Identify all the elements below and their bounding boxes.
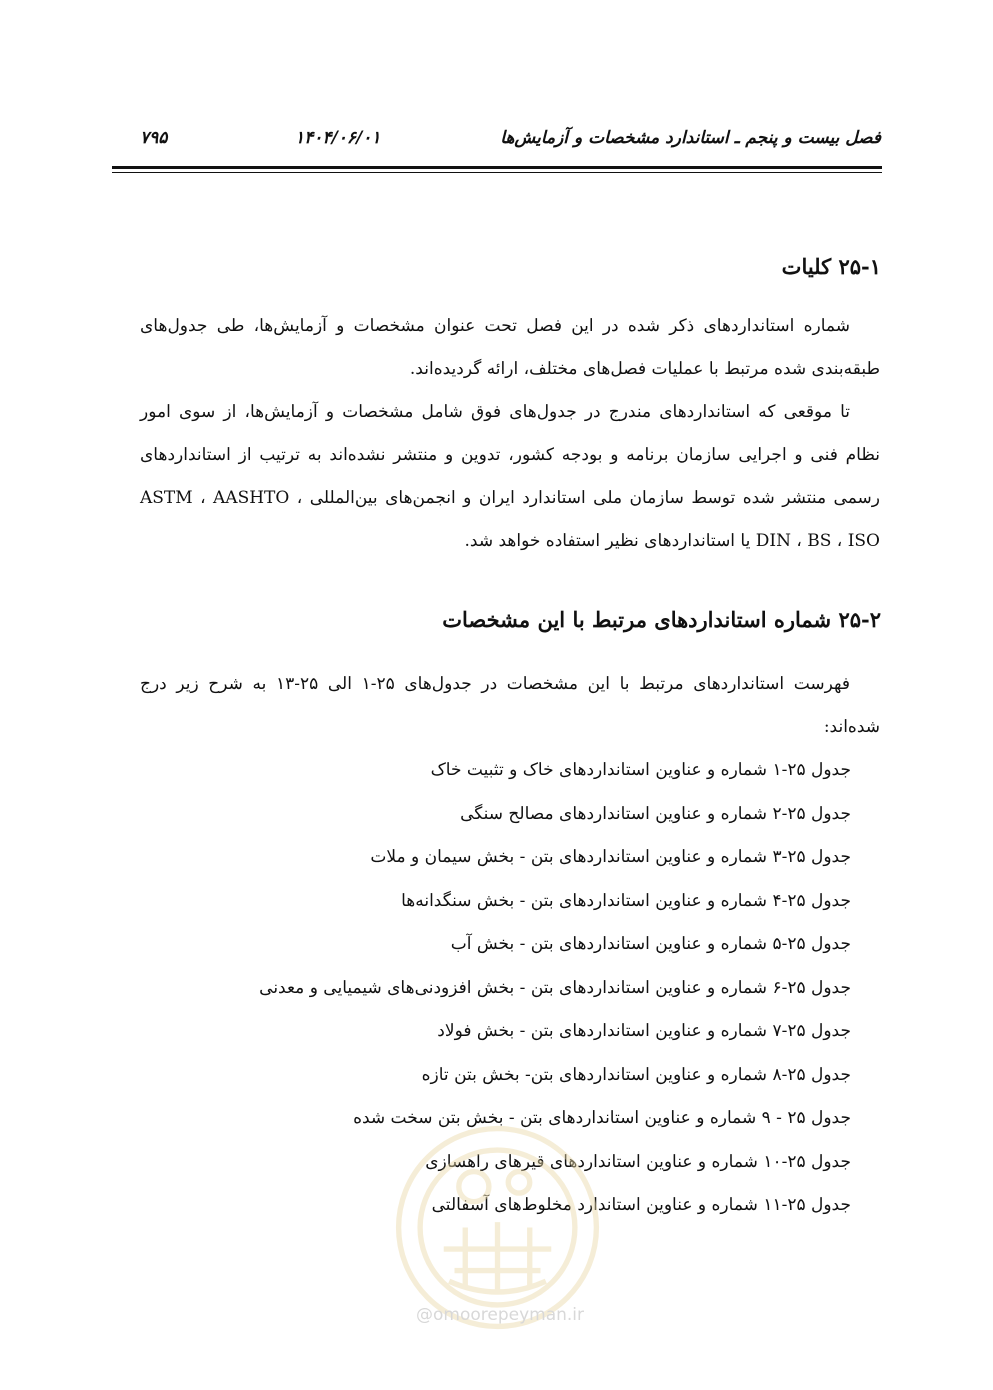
watermark-logo — [390, 1120, 605, 1335]
list-item: جدول ۲۵-۴ شماره و عناوین استانداردهای بتن - بخش سنگدانه‌ها — [401, 890, 851, 911]
section-1-paragraph-1: شماره استانداردهای ذکر شده در این فصل تحت عنوان مشخصات و آزمایش‌ها، طی جدول‌های طبقه‌بندی شده مرتبط با عملیات فصل‌های مختلف، ارائه گردیده‌اند. — [140, 316, 880, 379]
section-2-intro-text: فهرست استانداردهای مرتبط با این مشخصات در جدول‌های ۲۵-۱ الی ۲۵-۱۳ به شرح زیر درج شده‌اند: — [140, 674, 880, 737]
list-item: جدول ۲۵-۶ شماره و عناوین استانداردهای بتن - بخش افزودنی‌های شیمیایی و معدنی — [259, 977, 851, 998]
list-item: جدول ۲۵-۲ شماره و عناوین استانداردهای مصالح سنگی — [460, 803, 851, 824]
list-item: جدول ۲۵-۱۱ شماره و عناوین استاندارد مخلوط‌های آسفالتی — [431, 1195, 851, 1215]
list-item: جدول ۲۵-۱ شماره و عناوین استانداردهای خاک و تثبیت خاک — [430, 760, 851, 780]
section-1-body — [140, 305, 880, 563]
list-item: جدول ۲۵ - ۹ شماره و عناوین استانداردهای بتن - بخش بتن سخت شده — [353, 1108, 851, 1128]
list-item: جدول ۲۵-۷ شماره و عناوین استانداردهای بتن - بخش فولاد — [437, 1021, 851, 1041]
list-item: جدول ۲۵-۸ شماره و عناوین استانداردهای بتن- بخش بتن تازه — [421, 1064, 851, 1085]
section-2-heading: ۲۵-۲ شماره استانداردهای مرتبط با این مشخصات — [442, 607, 881, 632]
header-rule-thick — [112, 166, 882, 169]
page-number: ۷۹۵ — [140, 128, 168, 148]
list-item: جدول ۲۵-۱۰ شماره و عناوین استانداردهای قیرهای راهسازی — [425, 1151, 851, 1172]
section-1-heading: ۲۵-۱ کلیات — [781, 254, 881, 279]
running-header-title: فصل بیست و پنجم ـ استاندارد مشخصات و آزمایش‌ها — [500, 128, 881, 148]
header-rule-thin — [112, 172, 882, 173]
section-1-paragraph-2: تا موقعی که استانداردهای مندرج در جدول‌های فوق شامل مشخصات و آزمایش‌ها، از سوی امور نظام فنی و اجرایی سازمان برنامه و بودجه کشور، تدوین و منتشر نشده‌اند به ترتیب از استانداردهای رسمی منتشر شده توسط سازمان ملی استاندارد ایران و انجمن‌های بین‌المللی ASTM ، AASHTO ، DIN ، BS ، ISO یا استانداردهای نظیر استفاده خواهد شد. — [140, 402, 881, 551]
watermark-text: @omoorepeyman.ir — [415, 1305, 585, 1325]
running-header-date: ۱۴۰۴/۰۶/۰۱ — [295, 128, 381, 148]
list-item: جدول ۲۵-۵ شماره و عناوین استانداردهای بتن - بخش آب — [450, 934, 851, 954]
list-item: جدول ۲۵-۳ شماره و عناوین استانداردهای بتن - بخش سیمان و ملات — [370, 847, 851, 867]
section-2-intro — [140, 663, 880, 749]
